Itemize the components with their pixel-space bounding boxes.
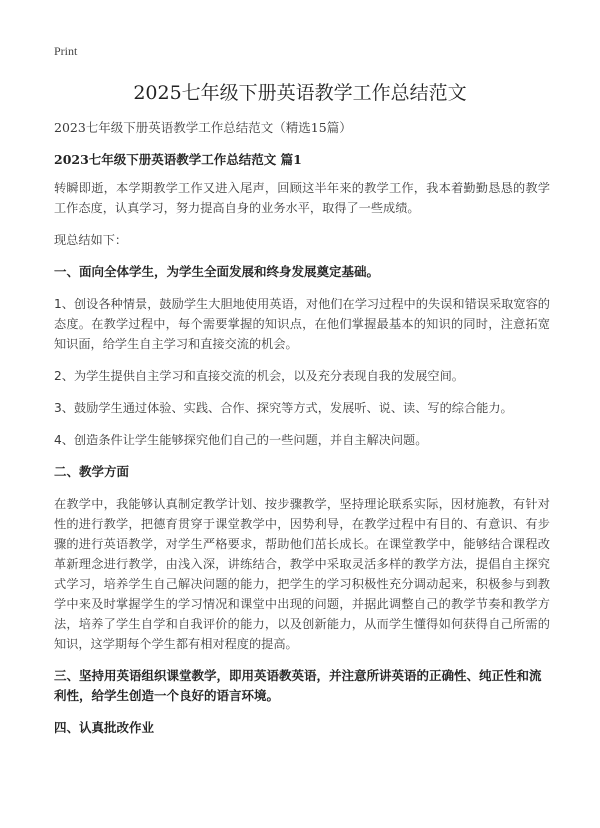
section-2-heading: 二、教学方面: [54, 464, 130, 479]
article-subtitle: 2023七年级下册英语教学工作总结范文（精选15篇）: [54, 120, 352, 135]
section-1-item-4: 4、创造条件让学生能够探究他们自己的一些问题，并自主解决问题。: [54, 433, 428, 447]
section-1-heading: 一、面向全体学生，为学生全面发展和终身发展奠定基础。: [54, 264, 380, 279]
intro-paragraph: 转瞬即逝，本学期教学工作又进入尾声，回顾这半年来的教学工作，我本着勤勤恳恳的教学工作态度，认真学习，努力提高自身的业务水平，取得了一些成绩。: [54, 181, 550, 215]
section-2-body: 在教学中，我能够认真制定教学计划、按步骤教学，坚持理论联系实际，因材施教，有针对性的进行教学，把德育贯穿于课堂教学中，因势利导，在教学过程中有目的、有意识、有步骤的进行英语教学，对学生严格要求，帮助他们茁长成长。在课堂教学中，能够结合课程改革新理念进行教学，由浅入深，讲练结合，教学中采取灵活多样的教学方法，提倡自主探究式学习，培养学生自己解决问题的能力，把学生的学习积极性充分调动起来，积极参与到教学中来及时掌握学生的学习情况和课堂中出现的问题，并据此调整自己的教学节奏和教学方法，培养了学生自学和自我评价的能力，以及创新能力，从而学生懂得如何获得自己所需的知识，这学期每个学生都有相对程度的提高。: [54, 497, 550, 651]
section-1-item-3: 3、鼓励学生通过体验、实践、合作、探究等方式，发展听、说、读、写的综合能力。: [54, 401, 513, 415]
section-1-item-1: 1、创设各种情景，鼓励学生大胆地使用英语，对他们在学习过程中的失误和错误采取宽容的态度。在教学过程中，每个需要掌握的知识点，在他们掌握最基本的知识的同时，注意拓宽知识面，给学生自主学习和直接交流的机会。: [54, 297, 550, 351]
print-link[interactable]: Print: [54, 44, 78, 58]
section-1-item-2: 2、为学生提供自主学习和直接交流的机会，以及充分表现自我的发展空间。: [54, 369, 464, 383]
section-4-heading: 四、认真批改作业: [54, 720, 155, 735]
page-title: 2025七年级下册英语教学工作总结范文: [133, 82, 467, 104]
section-3-heading: 三、坚持用英语组织课堂教学，即用英语教英语，并注意所讲英语的正确性、纯正性和流利性，给学生创造一个良好的语言环境。: [54, 668, 542, 703]
summary-lead: 现总结如下：: [54, 233, 128, 247]
article-content: [54, 118, 550, 750]
article-heading: 2023七年级下册英语教学工作总结范文 篇1: [54, 152, 302, 167]
